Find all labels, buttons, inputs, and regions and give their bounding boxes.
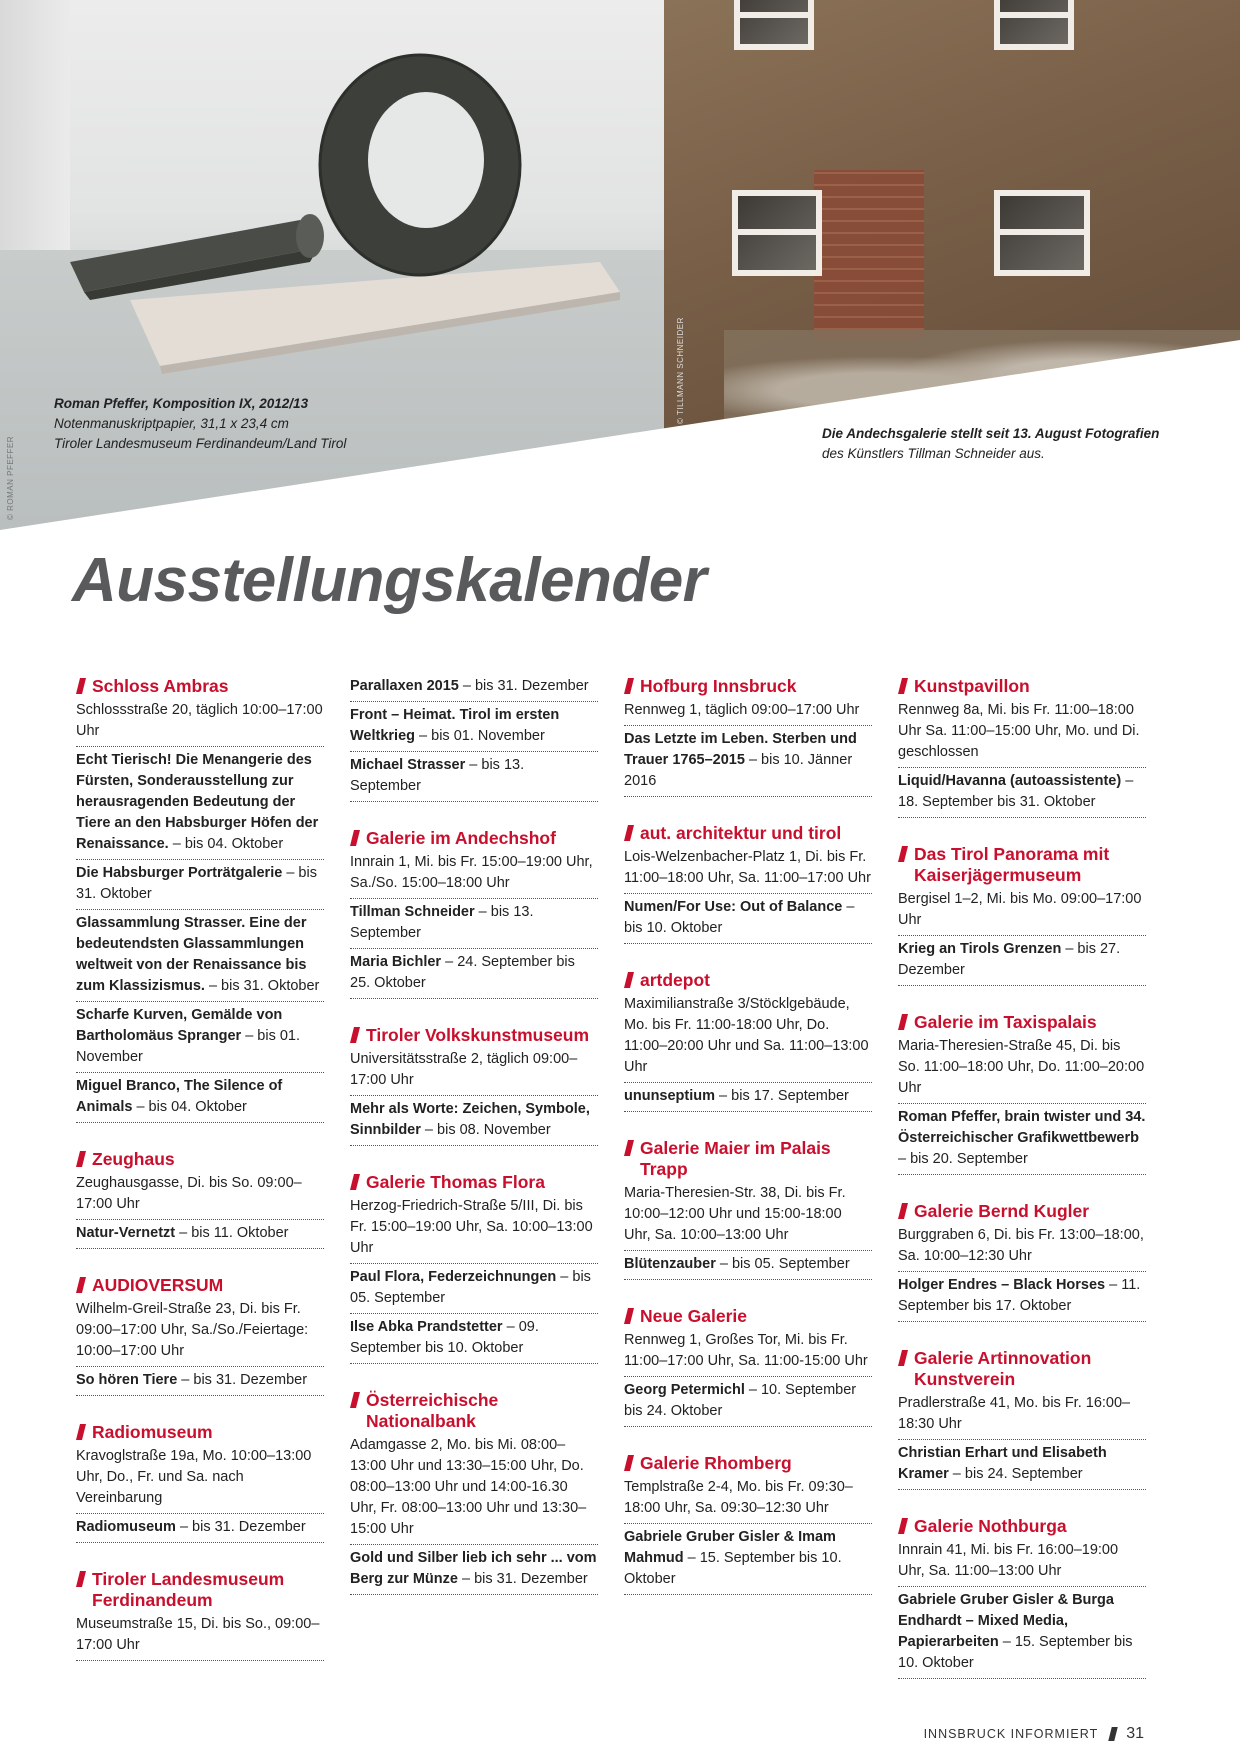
venue-block: [898, 1012, 1146, 1175]
exhibition-entry: [76, 1517, 324, 1543]
venue-block: [898, 844, 1146, 986]
venue-name: Galerie Bernd Kugler: [914, 1201, 1090, 1221]
venue-block: [898, 1201, 1146, 1322]
venue-name: Radiomuseum: [92, 1422, 213, 1442]
venue-title: [350, 1172, 598, 1193]
exhibition-title: Georg Petermichl: [624, 1382, 745, 1398]
exhibition-dates: – bis 31. Dezember: [175, 1519, 306, 1535]
caption-title: Roman Pfeffer, Komposition IX, 2012/13: [54, 396, 309, 411]
venue-address-hours: Universitätsstraße 2, täglich 09:00–17:00 Uhr: [350, 1049, 598, 1096]
venue-address-hours: Bergisel 1–2, Mi. bis Mo. 09:00–17:00 Uhr: [898, 889, 1146, 936]
slash-icon: [624, 1308, 634, 1324]
venue-name: Hofburg Innsbruck: [640, 676, 797, 696]
venue-name: Galerie im Taxispalais: [914, 1012, 1097, 1032]
exhibition-entry: [350, 902, 598, 949]
slash-icon: [898, 846, 908, 862]
venue-name: Neue Galerie: [640, 1306, 747, 1326]
exhibition-title: Gold und Silber lieb ich sehr ... vom Berg zur Münze: [350, 1550, 597, 1587]
venue-name: Galerie Thomas Flora: [366, 1172, 545, 1192]
venue-block: [624, 676, 872, 797]
venue-name: Zeughaus: [92, 1149, 175, 1169]
venue-name: Tiroler Volkskunstmuseum: [366, 1025, 590, 1045]
venue-block: [624, 1453, 872, 1595]
calendar-column-1: [76, 676, 324, 1687]
venue-name: Das Tirol Panorama mit Kaiserjägermuseum: [914, 844, 1110, 885]
page-number: 31: [1126, 1725, 1144, 1742]
slash-icon: [624, 678, 634, 694]
venue-address-hours: Rennweg 1, täglich 09:00–17:00 Uhr: [624, 700, 872, 726]
left-photo-credit: © ROMAN PFEFFER: [6, 435, 15, 520]
venue-name: Galerie Nothburga: [914, 1516, 1067, 1536]
slash-icon: [624, 825, 634, 841]
exhibition-title: Das Letzte im Leben. Sterben und Trauer 1765–2015: [624, 731, 857, 768]
exhibition-title: Blütenzauber: [624, 1256, 716, 1272]
exhibition-title: Numen/For Use: Out of Balance: [624, 899, 843, 915]
caption-line: Tiroler Landesmuseum Ferdinandeum/Land Tirol: [54, 436, 347, 451]
venue-block: [624, 1138, 872, 1280]
venue-name: Schloss Ambras: [92, 676, 229, 696]
exhibition-dates: – bis 31. Dezember: [458, 678, 589, 694]
venue-name: Tiroler Landesmuseum Ferdinandeum: [92, 1569, 285, 1610]
exhibition-dates: – bis 08. November: [420, 1122, 551, 1138]
exhibition-dates: – bis 31. Dezember: [457, 1571, 588, 1587]
venue-title: [898, 844, 1146, 886]
exhibition-entry: [350, 1267, 598, 1314]
exhibition-entry: [76, 913, 324, 1002]
exhibition-entry: [76, 1223, 324, 1249]
exhibition-entry: [624, 1527, 872, 1595]
slash-icon: [350, 1174, 360, 1190]
venue-name: Galerie Maier im Palais Trapp: [640, 1138, 831, 1179]
venue-address-hours: Pradlerstraße 41, Mo. bis Fr. 16:00–18:30 Uhr: [898, 1393, 1146, 1440]
exhibition-title: Scharfe Kurven, Gemälde von Bartholomäus Spranger: [76, 1007, 283, 1044]
slash-icon: [350, 1392, 360, 1408]
venue-address-hours: Schlossstraße 20, täglich 10:00–17:00 Uhr: [76, 700, 324, 747]
page-footer: [924, 1725, 1144, 1743]
slash-icon: [898, 1203, 908, 1219]
venue-address-hours: Kravoglstraße 19a, Mo. 10:00–13:00 Uhr, Do., Fr. und Sa. nach Vereinbarung: [76, 1446, 324, 1514]
exhibition-title: Front – Heimat. Tirol im ersten Weltkrieg: [350, 707, 560, 744]
exhibition-title: Gabriele Gruber Gisler & Imam Mahmud: [624, 1529, 836, 1566]
exhibition-title: Christian Erhart und Elisabeth Kramer: [898, 1445, 1107, 1482]
exhibition-entry: [350, 755, 598, 802]
exhibition-title: Natur-Vernetzt: [76, 1225, 176, 1241]
exhibition-title: So hören Tiere: [76, 1372, 178, 1388]
venue-address-hours: Museumstraße 15, Di. bis So., 09:00–17:00 Uhr: [76, 1614, 324, 1661]
slash-icon: [624, 1140, 634, 1156]
left-photo-caption: [54, 394, 346, 454]
venue-title: [624, 676, 872, 697]
venue-name: Kunstpavillon: [914, 676, 1030, 696]
exhibition-dates: – bis 01. November: [76, 1028, 301, 1065]
slash-icon: [350, 1027, 360, 1043]
venue-block: [624, 970, 872, 1112]
exhibition-dates: – bis 27. Dezember: [898, 941, 1121, 978]
right-photo-credit: © TILLMANN SCHNEIDER: [676, 317, 685, 424]
exhibition-title: Paul Flora, Federzeichnungen: [350, 1269, 557, 1285]
exhibition-entry: [624, 1254, 872, 1280]
exhibition-entry: [350, 952, 598, 999]
calendar-column-3: [624, 676, 872, 1621]
venue-address-hours: Innrain 1, Mi. bis Fr. 15:00–19:00 Uhr, Sa./So. 15:00–18:00 Uhr: [350, 852, 598, 899]
exhibition-title: Radiomuseum: [76, 1519, 176, 1535]
venue-title: [898, 676, 1146, 697]
exhibition-dates: – bis 31. Dezember: [177, 1372, 308, 1388]
calendar-column-4: [898, 676, 1146, 1705]
slash-icon: [898, 1518, 908, 1534]
exhibition-dates: – 24. September bis 25. Oktober: [350, 954, 575, 991]
exhibition-entry: [624, 729, 872, 797]
venue-title: [898, 1012, 1146, 1033]
venue-block: [76, 1149, 324, 1249]
venue-block: [76, 1275, 324, 1396]
exhibition-dates: – 11. September bis 17. Oktober: [898, 1277, 1141, 1314]
slash-icon: [898, 1014, 908, 1030]
right-photo-caption: [822, 424, 1159, 464]
exhibition-entry: [898, 1590, 1146, 1679]
venue-address-hours: Burggraben 6, Di. bis Fr. 13:00–18:00, Sa. 10:00–12:30 Uhr: [898, 1225, 1146, 1272]
venue-address-hours: Maria-Theresien-Str. 38, Di. bis Fr. 10:00–12:00 Uhr und 15:00-18:00 Uhr, Sa. 10:00–13:00 Uhr: [624, 1183, 872, 1251]
venue-block: [350, 1172, 598, 1364]
venue-address-hours: Innrain 41, Mi. bis Fr. 16:00–19:00 Uhr, Sa. 11:00–13:00 Uhr: [898, 1540, 1146, 1587]
exhibition-dates: – bis 05. September: [715, 1256, 850, 1272]
venue-block: [898, 1348, 1146, 1490]
venue-title: [898, 1201, 1146, 1222]
exhibition-entry: [350, 1548, 598, 1595]
venue-block: [350, 1390, 598, 1595]
slash-icon: [76, 678, 86, 694]
slash-icon: [76, 1424, 86, 1440]
venue-title: [350, 1390, 598, 1432]
venue-name: Österreichische Nationalbank: [366, 1390, 499, 1431]
venue-title: [76, 676, 324, 697]
venue-title: [76, 1149, 324, 1170]
calendar-column-2: [350, 676, 598, 1621]
venue-title: [76, 1569, 324, 1611]
venue-name: Galerie Artinnovation Kunstverein: [914, 1348, 1092, 1389]
exhibition-dates: – bis 13. September: [350, 904, 534, 941]
exhibition-dates: – bis 10. Oktober: [624, 899, 855, 936]
exhibition-dates: – 10. September bis 24. Oktober: [624, 1382, 857, 1419]
exhibition-entry: [898, 1107, 1146, 1175]
exhibition-entry: [350, 676, 598, 702]
exhibition-title: Die Habsburger Porträtgalerie: [76, 865, 283, 881]
exhibition-dates: – 15. September bis 10. Oktober: [898, 1634, 1133, 1671]
exhibition-entry: [76, 750, 324, 860]
venue-block: [76, 1422, 324, 1543]
exhibition-dates: – bis 01. November: [415, 728, 545, 744]
venue-address-hours: Lois-Welzenbacher-Platz 1, Di. bis Fr. 11:00–18:00 Uhr, Sa. 11:00–17:00 Uhr: [624, 847, 872, 894]
venue-block: [624, 823, 872, 944]
venue-title: [76, 1275, 324, 1296]
exhibition-entry: [898, 1443, 1146, 1490]
exhibition-title: Mehr als Worte: Zeichen, Symbole, Sinnbilder: [350, 1101, 590, 1138]
venue-address-hours: Zeughausgasse, Di. bis So. 09:00–17:00 Uhr: [76, 1173, 324, 1220]
venue-address-hours: Herzog-Friedrich-Straße 5/III, Di. bis Fr. 15:00–19:00 Uhr, Sa. 10:00–13:00 Uhr: [350, 1196, 598, 1264]
page-title: Ausstellungskalender: [72, 546, 707, 615]
exhibition-title: Parallaxen 2015: [350, 678, 459, 694]
caption-line: des Künstlers Tillman Schneider aus.: [822, 446, 1045, 461]
exhibition-entry: [76, 863, 324, 910]
exhibition-dates: – bis 05. September: [350, 1269, 591, 1306]
venue-address-hours: Maria-Theresien-Straße 45, Di. bis So. 11:00–18:00 Uhr, Do. 11:00–20:00 Uhr: [898, 1036, 1146, 1104]
venue-name: Galerie im Andechshof: [366, 828, 556, 848]
exhibition-title: Gabriele Gruber Gisler & Burga Endhardt – Mixed Media, Papierarbeiten: [898, 1592, 1114, 1650]
venue-address-hours: Maximilianstraße 3/Stöcklgebäude, Mo. bis Fr. 11:00-18:00 Uhr, Do. 11:00–20:00 Uhr und Sa. 11:00–13:00 Uhr: [624, 994, 872, 1083]
exhibition-dates: – bis 04. Oktober: [168, 836, 284, 852]
slash-icon: [76, 1277, 86, 1293]
venue-address-hours: Rennweg 1, Großes Tor, Mi. bis Fr. 11:00–17:00 Uhr, Sa. 11:00-15:00 Uhr: [624, 1330, 872, 1377]
exhibition-entry: [898, 939, 1146, 986]
exhibition-entry: [76, 1005, 324, 1073]
venue-block: [76, 676, 324, 1123]
venue-title: [624, 1138, 872, 1180]
exhibition-dates: – bis 24. September: [948, 1466, 1083, 1482]
exhibition-dates: – 09. September bis 10. Oktober: [350, 1319, 539, 1356]
venue-address-hours: Rennweg 8a, Mi. bis Fr. 11:00–18:00 Uhr Sa. 11:00–15:00 Uhr, Mo. und Di. geschlossen: [898, 700, 1146, 768]
venue-block: [898, 676, 1146, 818]
exhibition-dates: – bis 13. September: [350, 757, 525, 794]
exhibition-title: Michael Strasser: [350, 757, 466, 773]
exhibition-entry: [76, 1370, 324, 1396]
slash-icon: [1108, 1727, 1117, 1741]
exhibition-entry: [898, 771, 1146, 818]
exhibition-entry: [898, 1275, 1146, 1322]
slash-icon: [350, 830, 360, 846]
exhibition-title: Holger Endres – Black Horses: [898, 1277, 1106, 1293]
exhibition-title: ununseptium: [624, 1088, 716, 1104]
venue-title: [624, 1306, 872, 1327]
exhibition-dates: – bis 31. Oktober: [204, 978, 320, 994]
exhibition-title: Liquid/Havanna (autoassistente): [898, 773, 1122, 789]
exhibition-entry: [624, 1380, 872, 1427]
venue-address-hours: Templstraße 2-4, Mo. bis Fr. 09:30–18:00 Uhr, Sa. 09:30–12:30 Uhr: [624, 1477, 872, 1524]
venue-title: [898, 1516, 1146, 1537]
slash-icon: [898, 678, 908, 694]
venue-name: aut. architektur und tirol: [640, 823, 842, 843]
exhibition-title: Krieg an Tirols Grenzen: [898, 941, 1062, 957]
venue-title: [624, 1453, 872, 1474]
venue-title: [624, 970, 872, 991]
venue-title: [624, 823, 872, 844]
venue-title: [898, 1348, 1146, 1390]
exhibition-title: Ilse Abka Prandstetter: [350, 1319, 503, 1335]
exhibition-dates: – bis 11. Oktober: [175, 1225, 289, 1241]
exhibition-title: Tillman Schneider: [350, 904, 475, 920]
exhibition-dates: – bis 04. Oktober: [132, 1099, 247, 1115]
exhibition-entry: [624, 897, 872, 944]
caption-line: Notenmanuskriptpapier, 31,1 x 23,4 cm: [54, 416, 289, 431]
exhibition-entry: [76, 1076, 324, 1123]
exhibition-title: Echt Tierisch! Die Menangerie des Fürsten, Sonderausstellung zur herausragenden Bedeutung der Tiere an den Habsburger Höfen der Renaissance.: [76, 752, 319, 852]
caption-title: Die Andechsgalerie stellt seit 13. August Fotografien: [822, 426, 1160, 441]
exhibition-entry: [350, 1317, 598, 1364]
exhibition-title: Maria Bichler: [350, 954, 442, 970]
venue-block: [350, 676, 598, 802]
venue-title: [76, 1422, 324, 1443]
venue-block: [350, 1025, 598, 1146]
venue-name: Galerie Rhomberg: [640, 1453, 792, 1473]
exhibition-dates: – bis 20. September: [898, 1151, 1028, 1167]
exhibition-entry: [350, 1099, 598, 1146]
exhibition-dates: – bis 17. September: [715, 1088, 849, 1104]
venue-block: [624, 1306, 872, 1427]
exhibition-dates: – bis 10. Jänner 2016: [624, 752, 853, 789]
exhibition-title: Roman Pfeffer, brain twister und 34. Österreichischer Grafikwettbewerb: [898, 1109, 1146, 1146]
venue-block: [898, 1516, 1146, 1679]
venue-title: [350, 1025, 598, 1046]
slash-icon: [624, 1455, 634, 1471]
venue-address-hours: Wilhelm-Greil-Straße 23, Di. bis Fr. 09:00–17:00 Uhr, Sa./So./Feiertage: 10:00–17:00 Uhr: [76, 1299, 324, 1367]
exhibition-title: Glassammlung Strasser. Eine der bedeutendsten Glassammlungen weltweit von der Renaissance bis zum Klassizismus.: [76, 915, 307, 994]
publication-name: INNSBRUCK INFORMIERT: [923, 1727, 1099, 1741]
exhibition-title: Miguel Branco, The Silence of Animals: [76, 1078, 283, 1115]
exhibition-dates: – bis 31. Oktober: [76, 865, 317, 902]
exhibition-entry: [350, 705, 598, 752]
slash-icon: [624, 972, 634, 988]
venue-block: [76, 1569, 324, 1661]
exhibition-dates: – 15. September bis 10. Oktober: [624, 1550, 842, 1587]
exhibition-entry: [624, 1086, 872, 1112]
slash-icon: [76, 1151, 86, 1167]
slash-icon: [898, 1350, 908, 1366]
venue-title: [350, 828, 598, 849]
venue-name: AUDIOVERSUM: [92, 1275, 224, 1295]
slash-icon: [76, 1571, 86, 1587]
venue-name: artdepot: [640, 970, 710, 990]
exhibition-dates: – 18. September bis 31. Oktober: [898, 773, 1134, 810]
venue-block: [350, 828, 598, 999]
venue-address-hours: Adamgasse 2, Mo. bis Mi. 08:00–13:00 Uhr und 13:30–15:00 Uhr, Do. 08:00–13:00 Uhr und 14:00-16.30 Uhr, Fr. 08:00–13:00 Uhr und 13:30–15:00 Uhr: [350, 1435, 598, 1545]
